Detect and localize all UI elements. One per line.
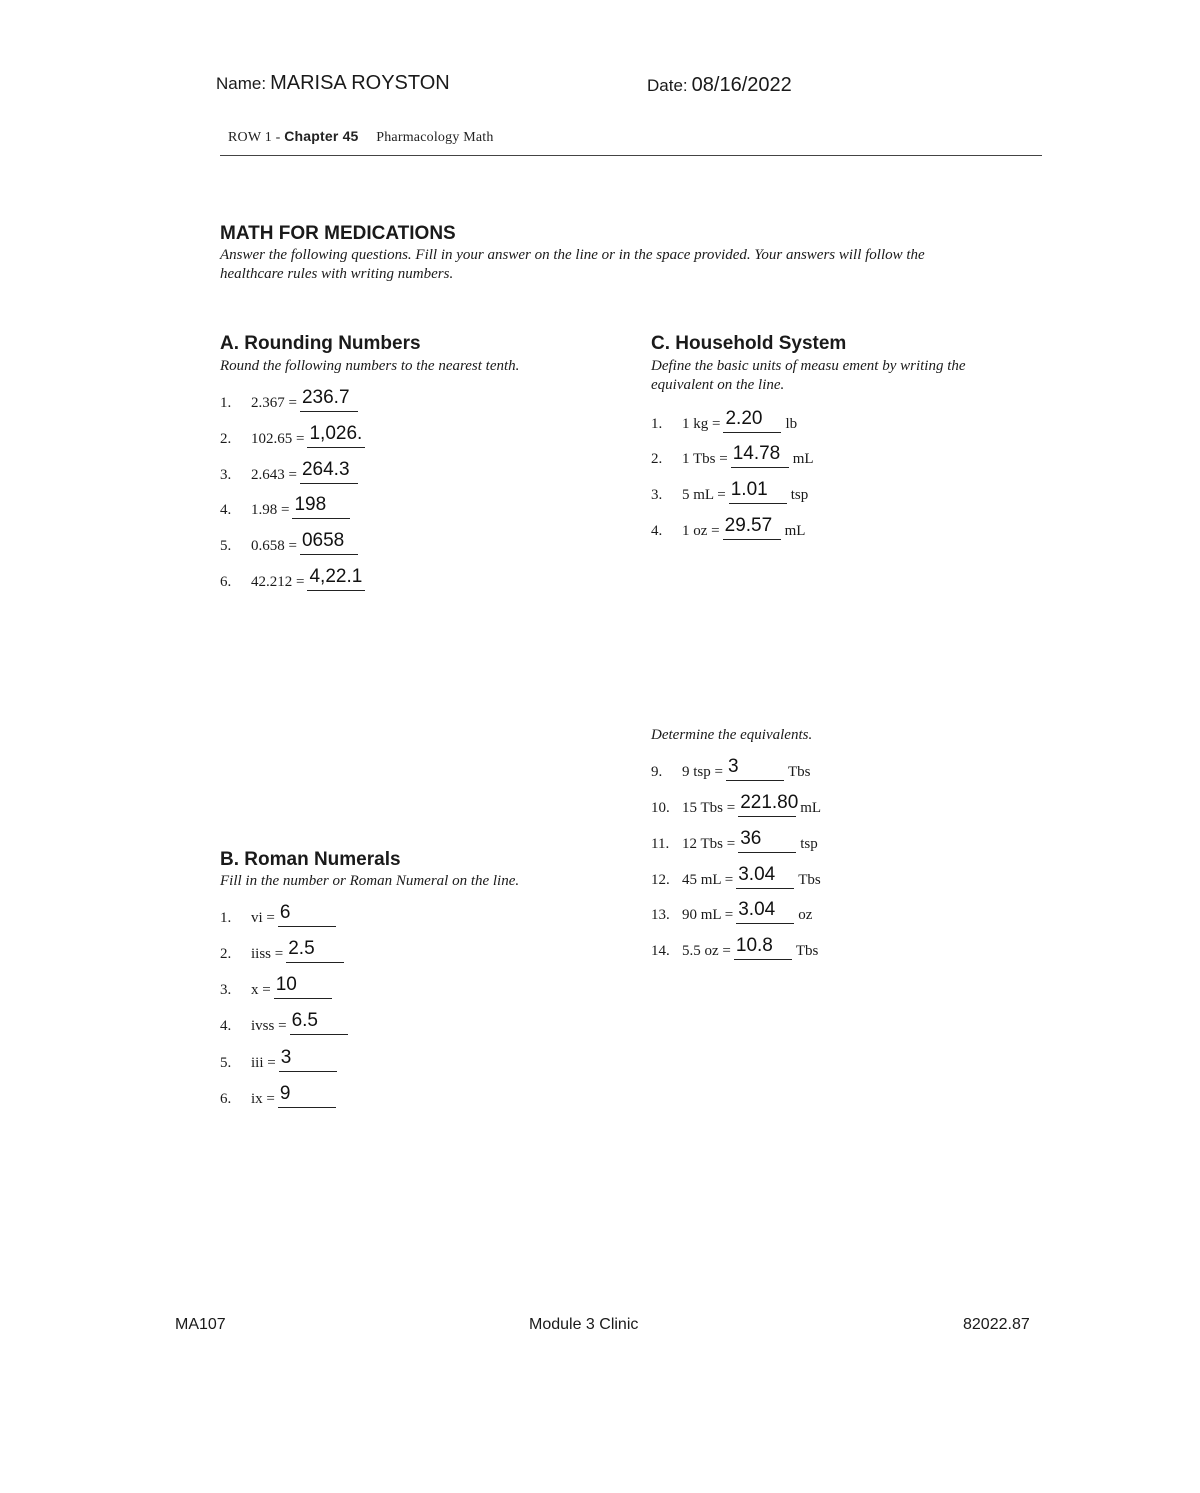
section-b-title: B. Roman Numerals [220,849,401,870]
answer-a5: 0658 [301,530,345,551]
answer-blank[interactable] [738,828,796,853]
answer-a1: 236.7 [301,387,350,408]
answer-c3: 1.01 [730,479,768,500]
answer-c4: 29.57 [724,515,773,536]
answer-b5: 3 [280,1047,292,1068]
answer-blank[interactable] [738,792,799,817]
question-a3: 3. 2.643 = 264.3 [220,464,358,484]
row-prefix: ROW 1 - [228,130,281,145]
answer-b2: 2.5 [288,938,315,959]
question-a6: 6. 42.212 = 4,22.1 [220,571,365,591]
answer-c13: 3.04 [738,899,776,920]
answer-blank[interactable] [731,443,789,468]
footer-module: Module 3 Clinic [529,1316,639,1333]
question-c10: 10. 15 Tbs = 221.80 mL [651,792,822,816]
footer-course-code: MA107 [175,1316,226,1333]
question-b3: 3. x = 10 [220,979,332,999]
question-c13: 13. 90 mL = 3.04 oz [651,899,813,923]
question-c12: 12. 45 mL = 3.04 Tbs [651,864,821,888]
section-c-instruction: Define the basic units of measu ement by writing the equivalent on the line. [651,358,966,393]
question-a1: 1. 2.367 = 236.7 [220,392,358,412]
question-c2: 2. 1 Tbs = 14.78 mL [651,443,814,467]
answer-b6: 9 [279,1083,291,1104]
answer-blank[interactable] [286,938,344,963]
instructions [220,246,1050,284]
answer-a4: 198 [294,494,327,515]
question-c1: 1. 1 kg = 2.20 lb [651,408,798,432]
answer-blank[interactable] [307,566,365,591]
answer-blank[interactable] [290,1010,348,1035]
answer-blank[interactable] [300,530,358,555]
answer-blank[interactable] [729,479,787,504]
answer-c1: 2.20 [725,408,763,429]
answer-blank[interactable] [292,494,350,519]
question-a5: 5. 0.658 = 0658 [220,535,358,555]
question-a2: 2. 102.65 = 1,026. [220,428,365,448]
answer-blank[interactable] [307,423,365,448]
question-c4: 4. 1 oz = 29.57 mL [651,515,806,539]
answer-blank[interactable] [279,1047,337,1072]
name-value[interactable]: MARISA ROYSTON [270,72,450,94]
answer-blank[interactable] [734,935,792,960]
answer-blank[interactable] [736,864,794,889]
section-c-title: C. Household System [651,333,847,354]
answer-blank[interactable] [278,1083,336,1108]
equivalents-instruction: Determine the equivalents. [651,727,813,743]
section-a-instruction: Round the following numbers to the nearest tenth. [220,358,520,374]
answer-blank[interactable] [723,408,781,433]
answer-a3: 264.3 [301,459,350,480]
answer-blank[interactable] [736,899,794,924]
answer-c11: 36 [740,828,762,849]
question-b1: 1. vi = 6 [220,907,336,927]
answer-b1: 6 [279,902,291,923]
answer-a6: 4,22.1 [309,566,363,587]
answer-blank[interactable] [274,974,332,999]
date-label: Date: [647,76,688,95]
answer-c9: 3 [727,756,739,777]
answer-blank[interactable] [300,459,358,484]
answer-blank[interactable] [300,387,358,412]
instructions-line-2: healthcare rules with writing numbers. [220,266,454,282]
date-value[interactable]: 08/16/2022 [691,74,792,96]
chapter-topic: Pharmacology Math [376,130,494,145]
page-title: MATH FOR MEDICATIONS [220,223,456,244]
question-b4: 4. ivss = 6.5 [220,1015,348,1035]
question-b6: 6. ix = 9 [220,1088,336,1108]
answer-blank[interactable] [723,515,781,540]
name-field [216,72,450,95]
answer-c12: 3.04 [738,864,776,885]
question-c11: 11. 12 Tbs = 36 tsp [651,828,818,852]
chapter-heading [228,128,494,146]
answer-b4: 6.5 [291,1010,318,1031]
question-c9: 9. 9 tsp = 3 Tbs [651,756,811,780]
answer-blank[interactable] [726,756,784,781]
question-c14: 14. 5.5 oz = 10.8 Tbs [651,935,819,959]
section-b-instruction: Fill in the number or Roman Numeral on the line. [220,873,520,889]
header-divider [220,155,1042,156]
answer-a2: 1,026. [309,423,363,444]
section-a-title: A. Rounding Numbers [220,333,421,354]
chapter-number: Chapter 45 [284,128,359,144]
instructions-line-1: Answer the following questions. Fill in your answer on the line or in the space provided. Your answers will follow the [220,247,925,263]
answer-blank[interactable] [278,902,336,927]
question-b5: 5. iii = 3 [220,1052,337,1072]
question-b2: 2. iiss = 2.5 [220,943,344,963]
question-a4: 4. 1.98 = 198 [220,499,350,519]
answer-c2: 14.78 [732,443,781,464]
footer-code: 82022.87 [963,1316,1030,1333]
date-field [647,74,792,97]
answer-b3: 10 [275,974,297,995]
question-c3: 3. 5 mL = 1.01 tsp [651,479,809,503]
name-label: Name: [216,74,267,93]
answer-c14: 10.8 [735,935,773,956]
answer-c10: 221.80 [740,792,799,813]
